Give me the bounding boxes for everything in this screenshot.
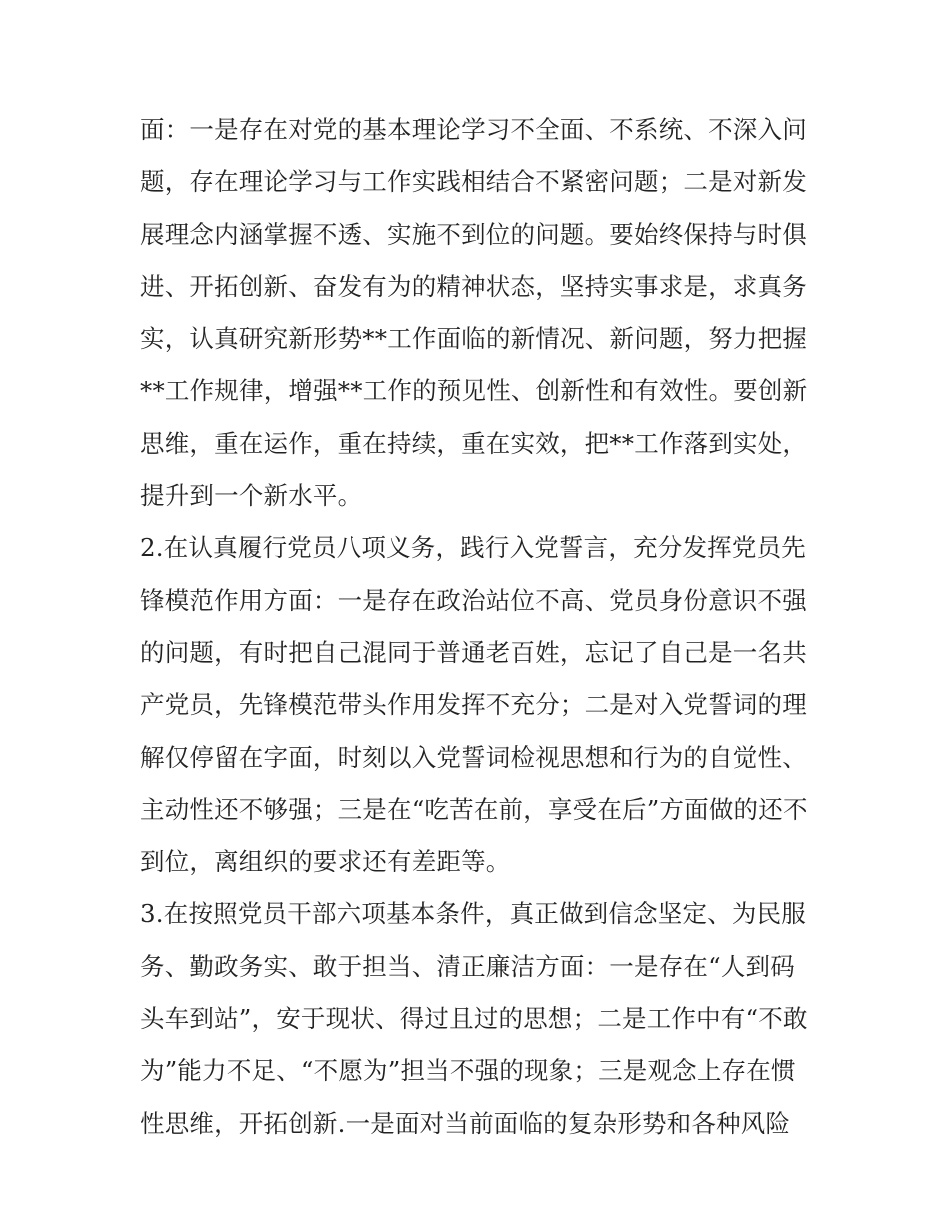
text-line: **工作规律，增强**工作的预见性、创新性和有效性。要创新 — [140, 376, 808, 406]
text-line: 主动性还不够强；三是在“吃苦在前，享受在后”方面做的还不 — [140, 794, 808, 824]
text-line: 展理念内涵掌握不透、实施不到位的问题。要始终保持与时俱 — [140, 219, 807, 249]
text-line: 的问题，有时把自己混同于普通老百姓，忘记了自己是一名共 — [140, 637, 807, 667]
text-line: 锋模范作用方面：一是存在政治站位不高、党员身份意识不强 — [140, 585, 807, 615]
text-line: 实，认真研究新形势**工作面临的新情况、新问题，努力把握 — [140, 324, 808, 354]
text-line: 解仅停留在字面，时刻以入党誓词检视思想和行为的自觉性、 — [140, 742, 807, 772]
text-line: 头车到站”，安于现状、得过且过的思想；二是工作中有“不敢 — [140, 1004, 808, 1034]
text-line: 思维，重在运作，重在持续，重在实效，把**工作落到实处， — [140, 428, 808, 458]
text-line: 面：一是存在对党的基本理论学习不全面、不系统、不深入问 — [140, 115, 807, 144]
text-line: 题，存在理论学习与工作实践相结合不紧密问题；二是对新发 — [140, 167, 807, 197]
text-line: 到位，离组织的要求还有差距等。 — [140, 847, 511, 877]
text-line: 为”能力不足、“不愿为”担当不强的现象；三是观念上存在惯 — [140, 1056, 796, 1086]
text-line: 性思维，开拓创新.一是面对当前面临的复杂形势和各种风险 — [140, 1108, 791, 1138]
section-3-heading-line: 3.在按照党员干部六项基本条件，真正做到信念坚定、为民服 — [140, 899, 806, 929]
section-2-heading-line: 2.在认真履行党员八项义务，践行入党誓言，充分发挥党员先 — [140, 533, 806, 563]
text-line: 产党员，先锋模范带头作用发挥不充分；二是对入党誓词的理 — [140, 690, 807, 720]
document-body — [140, 104, 820, 1150]
text-line: 提升到一个新水平。 — [140, 481, 363, 511]
text-line: 务、勤政务实、敢于担当、清正廉洁方面：一是存在“人到码 — [140, 951, 795, 981]
text-line: 进、开拓创新、奋发有为的精神状态，坚持实事求是，求真务 — [140, 271, 807, 301]
